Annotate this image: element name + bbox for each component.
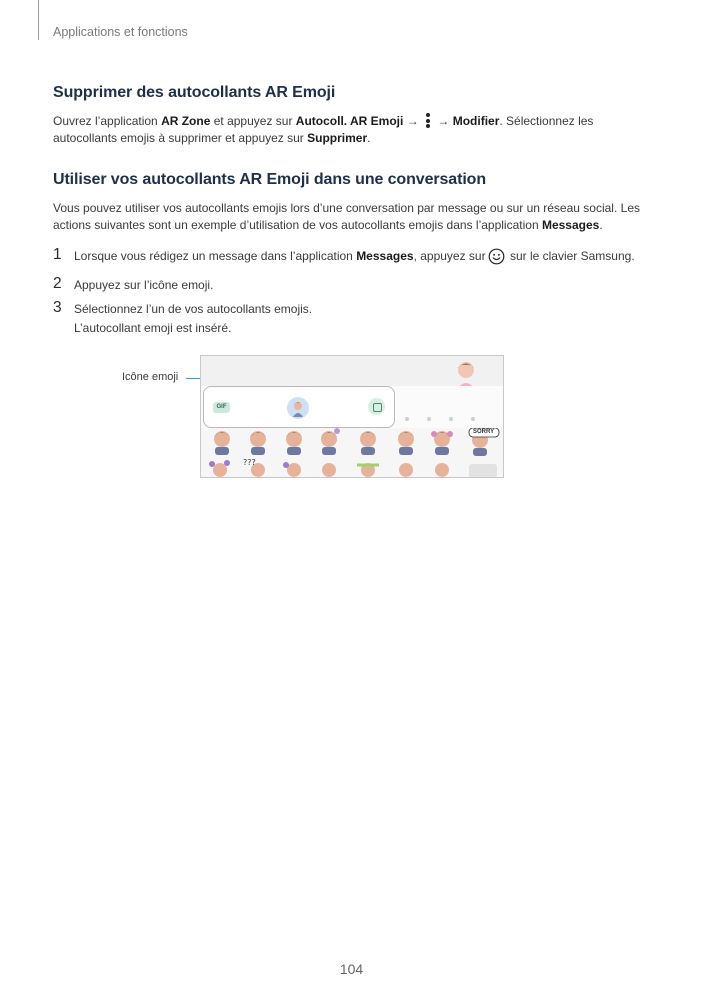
question-marks: ???	[243, 458, 256, 467]
emoji-button[interactable]	[287, 397, 309, 419]
section-heading-delete-stickers: Supprimer des autocollants AR Emoji	[53, 84, 336, 101]
messages-label: Messages	[541, 218, 600, 232]
ar-emoji-icon	[287, 397, 309, 419]
section-heading-use-stickers: Utiliser vos autocollants AR Emoji dans une conversation	[53, 171, 487, 188]
more-options-icon	[424, 113, 432, 128]
step-number: 1	[53, 246, 62, 263]
emoji-sticker-grid	[201, 428, 503, 477]
supprimer-label: Supprimer	[307, 131, 368, 145]
step-number: 2	[53, 275, 62, 292]
gif-button[interactable]: GIF	[213, 402, 230, 413]
step-number: 3	[53, 299, 62, 316]
highlighted-toolbar	[203, 386, 395, 428]
step-3-result: L’autocollant emoji est inséré.	[74, 321, 232, 335]
page-number: 104	[339, 961, 364, 977]
sticker-row-1	[214, 428, 499, 456]
ar-zone-label: AR Zone	[161, 114, 211, 128]
sticker-button[interactable]	[368, 398, 385, 415]
delete-instructions: Ouvrez l’application AR Zone et appuyez sur Autocoll. AR Emoji → → Modifier. Sélectionnez les autocollants emojis à supprimer et appuyez sur Supprimer.	[53, 114, 594, 145]
use-intro: Vous pouvez utiliser vos autocollants emojis lors d’une conversation par message ou sur un réseau social. Les actions suivantes sont un exemple d’utilisation de vos autocollants emojis dans l’application Messages.	[53, 201, 640, 232]
callout-emoji-label: Icône emoji	[122, 371, 179, 383]
smiley-icon	[488, 248, 505, 265]
keyboard-screenshot	[200, 355, 504, 478]
running-header: Applications et fonctions	[53, 25, 188, 39]
sorry-label: SORRY	[473, 429, 495, 435]
modifier-label: Modifier	[452, 114, 500, 128]
autocoll-label: Autocoll. AR Emoji	[295, 114, 404, 128]
sticker-preview	[453, 359, 479, 389]
sticker-grid-art	[201, 428, 503, 477]
margin-rule	[38, 0, 39, 40]
